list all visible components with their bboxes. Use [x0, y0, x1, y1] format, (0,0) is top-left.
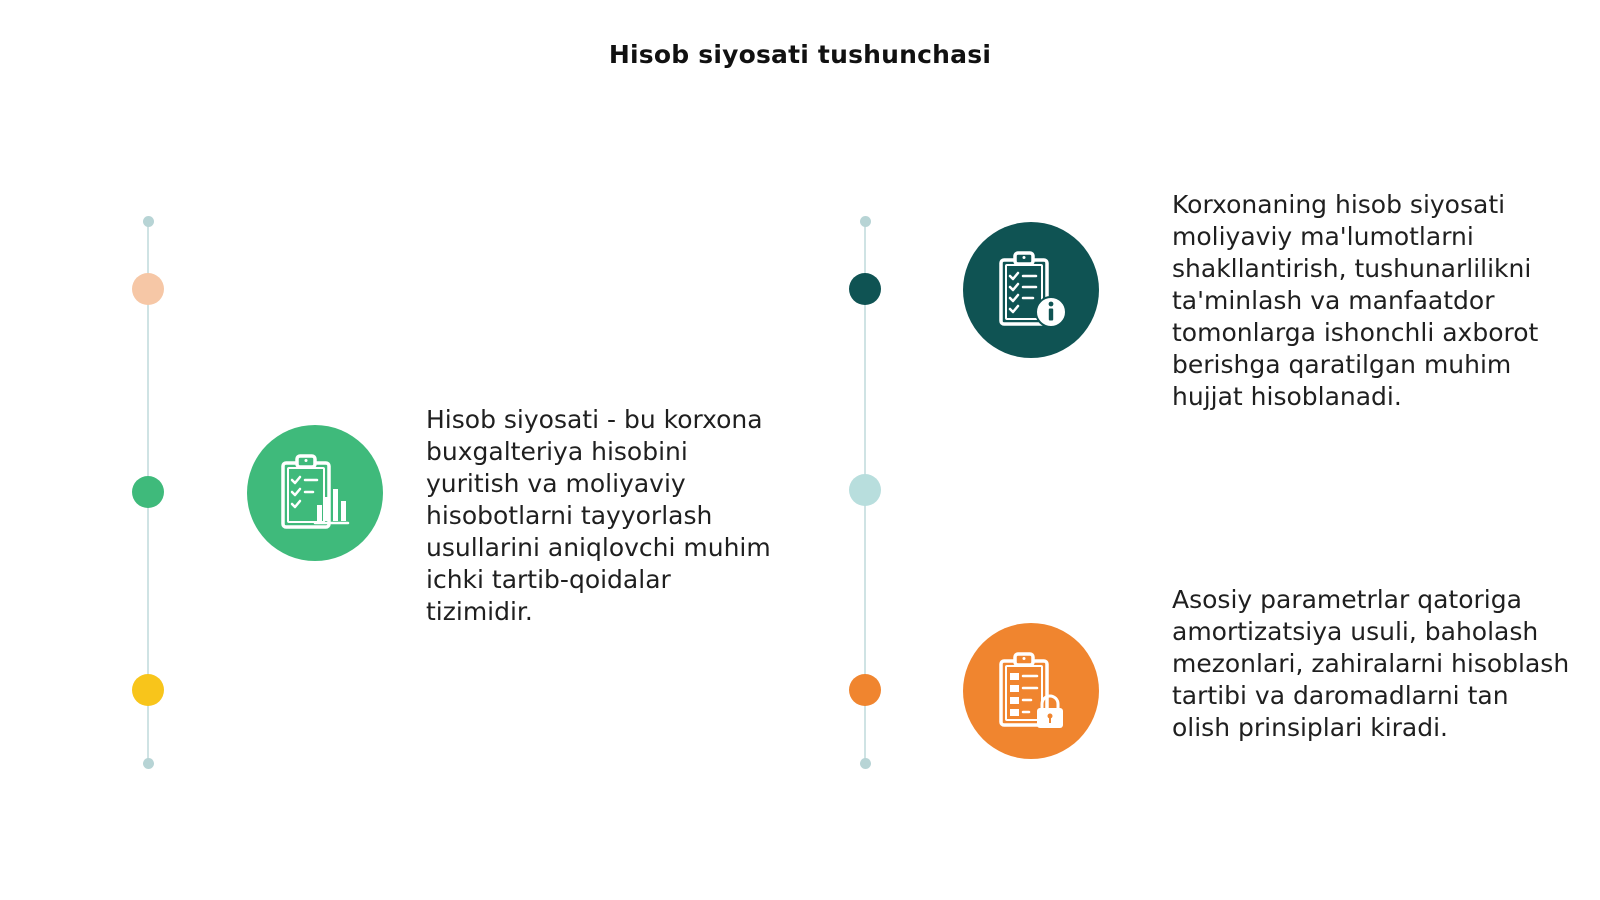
timeline-right-node-1 [849, 273, 881, 305]
clipboard-lock-icon [963, 623, 1099, 759]
timeline-right-start-dot [860, 216, 871, 227]
timeline-left-end-dot [143, 758, 154, 769]
timeline-right-node-2 [849, 474, 881, 506]
item-2-text: Korxonaning hisob siyosati moliyaviy ma'lumotlarni shakllantirish, tushunarlilikni ta'minlash va manfaatdor tomonlarga ishonchli axborot berishga qaratilgan muhim hujjat hisoblanadi. [1172, 190, 1539, 411]
timeline-left-node-1 [132, 273, 164, 305]
item-1-text: Hisob siyosati - bu korxona buxgalteriya hisobini yuritish va moliyaviy hisobotlarni tayyorlash usullarini aniqlovchi muhim ichki tartib-qoidalar tizimidir. [426, 405, 771, 626]
timeline-right-end-dot [860, 758, 871, 769]
clipboard-checklist-info-icon [963, 222, 1099, 358]
timeline-left-node-3 [132, 674, 164, 706]
timeline-left-node-2 [132, 476, 164, 508]
timeline-right-node-3 [849, 674, 881, 706]
page-title: Hisob siyosati tushunchasi [608, 40, 992, 69]
timeline-left-start-dot [143, 216, 154, 227]
item-3-text: Asosiy parametrlar qatoriga amortizatsiya usuli, baholash mezonlari, zahiralarni hisoblash tartibi va daromadlarni tan olish prinsiplari kiradi. [1172, 585, 1570, 742]
clipboard-checklist-chart-icon [247, 425, 383, 561]
